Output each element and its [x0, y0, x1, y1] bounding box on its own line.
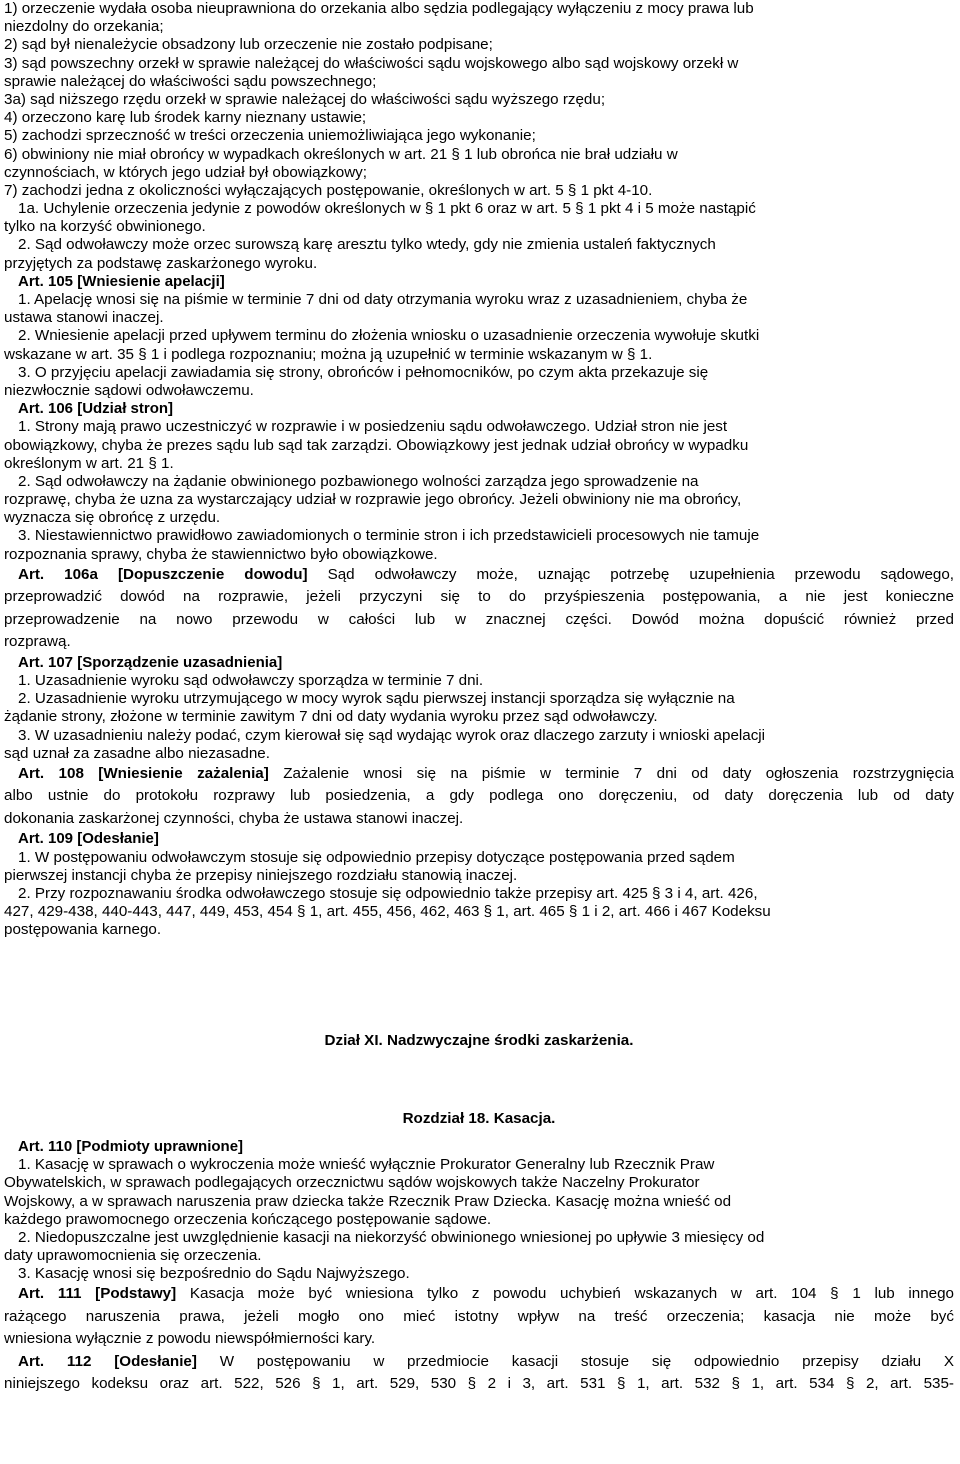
text-line: 3) sąd powszechny orzekł w sprawie należącej do właściwości sądu wojskowego albo sąd wojskowy orzekł w — [4, 54, 739, 72]
text-line: Art. 106a [Dopuszczenie dowodu] Sąd odwoławczy może, uznając potrzebę uzupełnienia przewodu sądowego, — [18, 565, 954, 583]
text-line: albo ustnie do protokołu rozprawy lub posiedzenia, a gdy podlega ono doręczeniu, od daty doręczenia lub od daty — [4, 787, 954, 805]
article-heading-112: Art. 112 [Odesłanie] — [18, 1352, 197, 1370]
text-line: Art. 112 [Odesłanie] W postępowaniu w przedmiocie kasacji stosuje się odpowiednio przepisy działu X — [18, 1352, 954, 1370]
text-line: 3. Kasację wnosi się bezpośrednio do Sądu Najwyższego. — [18, 1265, 410, 1283]
text-line: pierwszej instancji chyba że przepisy niniejszego rozdziału stanowią inaczej. — [4, 866, 518, 884]
text-line: niezdolny do orzekania; — [4, 18, 164, 36]
text-line: 2. Sąd odwoławczy może orzec surowszą karę aresztu tylko wtedy, gdy nie zmienia ustaleń faktycznych — [18, 236, 716, 254]
text-line: sprawie należącej do właściwości sądu powszechnego; — [4, 72, 377, 90]
text-line: wskazane w art. 35 § 1 i podlega rozpoznaniu; można ją uzupełnić w terminie wskazanym w § 1. — [4, 345, 653, 363]
text-line: ustawa stanowi inaczej. — [4, 309, 164, 327]
text-line: 3. Niestawiennictwo prawidłowo zawiadomionych o terminie stron i ich przedstawicieli procesowych nie tamuje — [18, 527, 760, 545]
text-line: wyznacza się obrońcę z urzędu. — [4, 509, 221, 527]
text-line: 1. Strony mają prawo uczestniczyć w rozprawie i w posiedzeniu sądu odwoławczego. Udział stron nie jest — [18, 418, 728, 436]
article-heading-111: Art. 111 [Podstawy] — [18, 1285, 177, 1303]
text-line: 1. Kasację w sprawach o wykroczenia może wnieść wyłącznie Prokurator Generalny lub Rzecznik Praw — [18, 1156, 715, 1174]
text-line: 5) zachodzi sprzeczność w treści orzeczenia uniemożliwiająca jego wykonanie; — [4, 127, 536, 145]
text-line: 7) zachodzi jedna z okoliczności wyłączających postępowanie, określonych w art. 5 § 1 pkt 4-10. — [4, 181, 653, 199]
text-line: żądanie strony, złożone w terminie zawitym 7 dni od daty wydania wyroku przez sąd odwoławczy. — [4, 708, 658, 726]
text-line: niezwłocznie sądowi odwoławczemu. — [4, 381, 254, 399]
text-line: tylko na korzyść obwinionego. — [4, 218, 206, 236]
text-line: 1. Apelację wnosi się na piśmie w terminie 7 dni od daty otrzymania wyroku wraz z uzasadnieniem, chyba że — [18, 291, 748, 308]
text-line: określonym w art. 21 § 1. — [4, 454, 174, 472]
section-heading: Dział XI. Nadzwyczajne środki zaskarżenia. — [324, 1031, 634, 1049]
text-line: przeprowadzenie na nowo przewodu w całości lub w znacznej części. Dowód można dopuścić również przed — [4, 610, 954, 628]
text-line: przeprowadzić dowód na rozprawie, jeżeli przyczyni się to do przyśpieszenia postępowania, a nie jest konieczne — [4, 588, 954, 606]
text-line: niniejszego kodeksu oraz art. 522, 526 § 1, art. 529, 530 § 2 i 3, art. 531 § 1, art. 532 § 1, art. 534 § 2, art. 535- — [4, 1375, 954, 1393]
article-heading-107: Art. 107 [Sporządzenie uzasadnienia] — [18, 653, 283, 671]
text-line: 1a. Uchylenie orzeczenia jedynie z powodów określonych w § 1 pkt 6 oraz w art. 5 § 1 pkt 4 i 5 może nastąpić — [18, 200, 756, 218]
chapter-heading: Rozdział 18. Kasacja. — [402, 1109, 556, 1127]
text-line: rażącego naruszenia prawa, jeżeli mogło ono mieć istotny wpływ na treść orzeczenia; kasacja nie może być — [4, 1307, 954, 1325]
text-line: 2. Niedopuszczalne jest uwzględnienie kasacji na niekorzyść obwinionego wniesionej po upływie 3 miesięcy od — [18, 1228, 765, 1246]
text-line: 4) orzeczono karę lub środek karny nieznany ustawie; — [4, 109, 367, 127]
text-line: obowiązkowy, chyba że prezes sądu lub sąd tak zarządzi. Obowiązkowy jest jednak udział obrońcy w wypadku — [4, 436, 749, 454]
text-line: przyjętych za podstawę zaskarżonego wyroku. — [4, 254, 318, 272]
text-line: dokonania zaskarżonej czynności, chyba że ustawa stanowi inaczej. — [4, 809, 464, 827]
article-heading-105: Art. 105 [Wniesienie apelacji] — [18, 272, 225, 290]
text-line: Art. 108 [Wniesienie zażalenia] Zażalenie wnosi się na piśmie w terminie 7 dni od daty ogłoszenia rozstrzygnięcia — [18, 764, 954, 782]
article-heading-108: Art. 108 [Wniesienie zażalenia] — [18, 764, 269, 782]
article-heading-106: Art. 106 [Udział stron] — [18, 400, 174, 418]
text-line: 2. Wniesienie apelacji przed upływem terminu do złożenia wniosku o uzasadnienie orzeczenia wywołuje skutki — [18, 327, 760, 345]
text-line: daty uprawomocnienia się orzeczenia. — [4, 1247, 262, 1265]
text-line: rozprawą. — [4, 633, 71, 651]
text-line: 3. O przyjęciu apelacji zawiadamia się strony, obrońców i pełnomocników, po czym akta przekazuje się — [18, 363, 709, 381]
text-line: 3. W uzasadnieniu należy podać, czym kierował się sąd wydając wyrok oraz dlaczego zarzuty i wnioski apelacji — [18, 726, 766, 744]
text-line: 2. Uzasadnienie wyroku utrzymującego w mocy wyrok sądu pierwszej instancji sporządza się wyłącznie na — [18, 690, 735, 708]
text-line: rozpoznania sprawy, chyba że stawiennictwo było obowiązkowe. — [4, 545, 438, 563]
text-line: 6) obwiniony nie miał obrońcy w wypadkach określonych w art. 21 § 1 lub obrońca nie brał udziału w — [4, 145, 678, 163]
text-line: czynnościach, w których jego udział był obowiązkowy; — [4, 163, 367, 181]
text-line: wniesiona wyłącznie z powodu niewspółmierności kary. — [4, 1330, 376, 1348]
text-line: Wojskowy, a w sprawach naruszenia praw dziecka także Rzecznik Praw Dziecka. Kasację można wnieść od — [4, 1192, 732, 1210]
text-line: 3a) sąd niższego rzędu orzekł w sprawie należącej do właściwości sądu wyższego rzędu; — [4, 90, 606, 108]
text-line: 2. Przy rozpoznawaniu środka odwoławczego stosuje się odpowiednio także przepisy art. 425 § 3 i 4, art. 426, — [18, 885, 758, 902]
article-heading-106a: Art. 106a [Dopuszczenie dowodu] — [18, 565, 308, 583]
text-line: każdego prawomocnego orzeczenia kończącego postępowanie sądowe. — [4, 1210, 492, 1228]
article-heading-110: Art. 110 [Podmioty uprawnione] — [18, 1137, 244, 1155]
text-line: 2) sąd był nienależycie obsadzony lub orzeczenie nie zostało podpisane; — [4, 36, 493, 54]
text-line: 1. W postępowaniu odwoławczym stosuje się odpowiednio przepisy dotyczące postępowania przed sądem — [18, 848, 735, 866]
text-line: Obywatelskich, w sprawach podlegających orzecznictwu sądów wojskowych także Naczelny Prokurator — [4, 1174, 700, 1192]
text-line: rozprawę, chyba że uzna za wystarczający udział w rozprawie jego obrońcy. Jeżeli obwiniony nie ma obrońcy, — [4, 491, 742, 509]
text-line: sąd uznał za zasadne albo niezasadne. — [4, 744, 270, 762]
text-line: postępowania karnego. — [4, 921, 162, 939]
text-line: 1. Uzasadnienie wyroku sąd odwoławczy sporządza w terminie 7 dni. — [18, 672, 484, 689]
text-line: Art. 111 [Podstawy] Kasacja może być wniesiona tylko z powodu uchybień wskazanych w art. 104 § 1 lub innego — [18, 1285, 954, 1303]
text-line: 1) orzeczenie wydała osoba nieuprawniona do orzekania albo sędzia podlegający wyłączeniu z mocy prawa lub — [4, 0, 754, 17]
text-line: 2. Sąd odwoławczy na żądanie obwinionego pozbawionego wolności zarządza jego sprowadzenie na — [18, 472, 699, 490]
article-heading-109: Art. 109 [Odesłanie] — [18, 830, 159, 848]
text-line: 427, 429-438, 440-443, 447, 449, 453, 454 § 1, art. 455, 456, 462, 463 § 1, art. 465 § 1 i 2, art. 466 i 467 Kodeksu — [4, 903, 771, 921]
